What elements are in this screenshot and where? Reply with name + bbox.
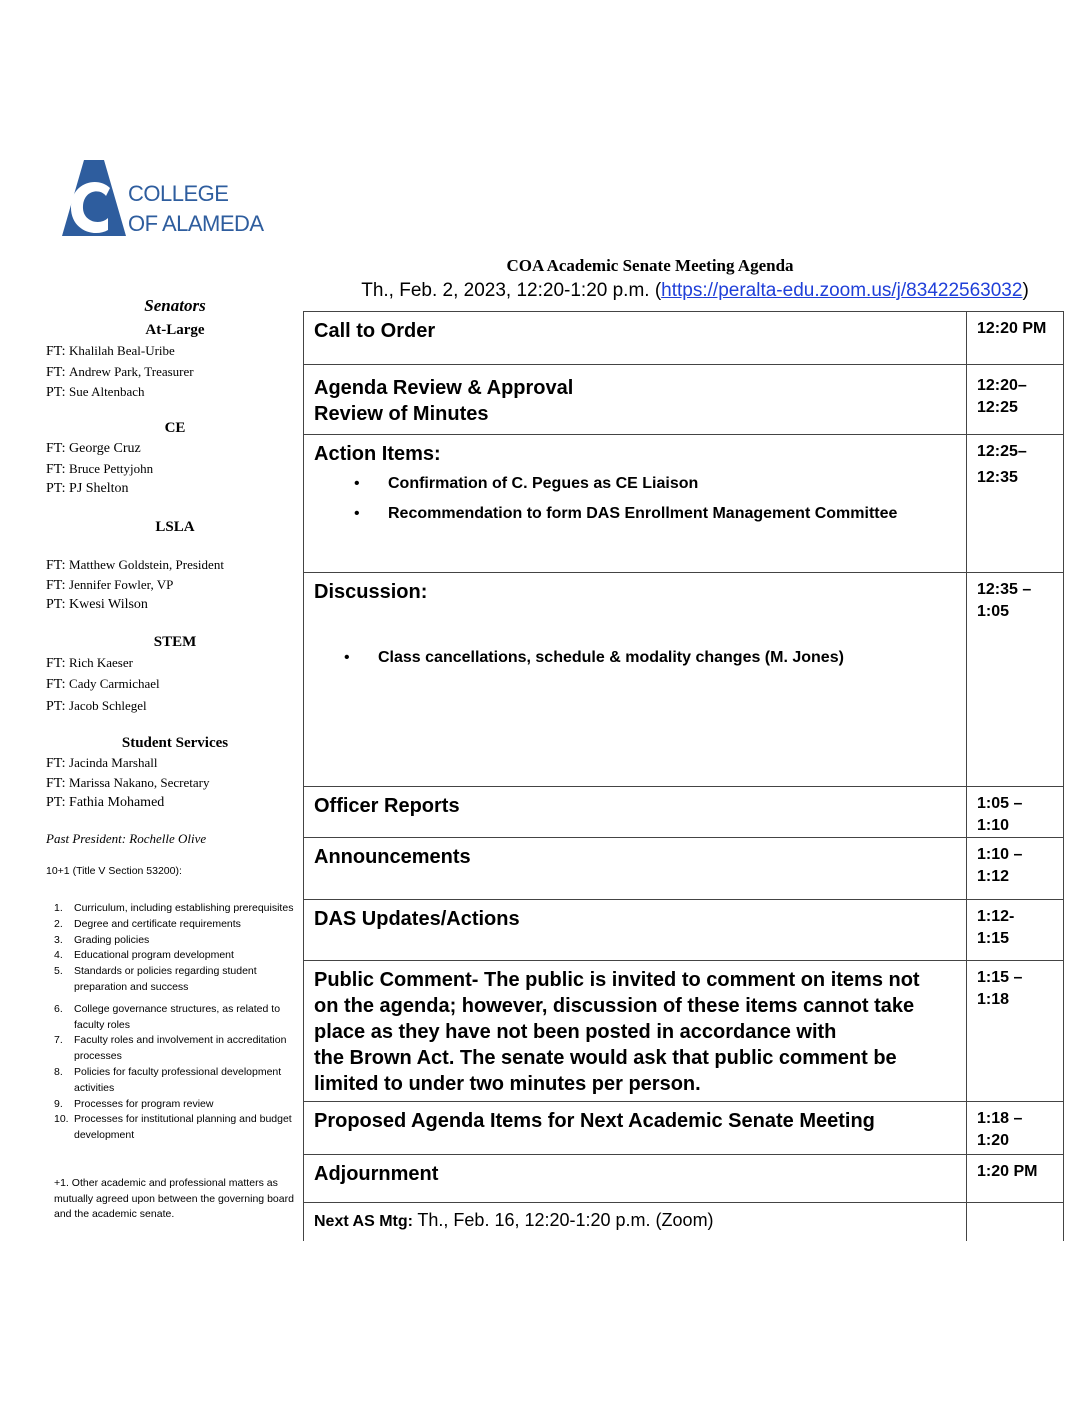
agenda-item-title: Action Items:: [314, 443, 441, 465]
past-president: Past President: Rochelle Olive: [46, 831, 207, 846]
list-item: 4. Educational program development: [54, 949, 234, 962]
senator-row: FT: Khalilah Beal-Uribe: [46, 343, 175, 359]
agenda-time: 1:10: [977, 817, 1010, 834]
zoom-link[interactable]: https://peralta-edu.zoom.us/j/83422563032: [661, 280, 1023, 301]
ten-plus-one-list: [54, 901, 304, 1144]
senator-row: PT: Sue Altenbach: [46, 384, 145, 400]
agenda-item-title: Agenda Review & Approval: [314, 377, 574, 399]
agenda-subitem: • Confirmation of C. Pegues as CE Liaison: [354, 475, 699, 492]
senators-heading: Senators: [144, 296, 206, 315]
agenda-time: 12:25–: [977, 443, 1027, 460]
plus-one-note: +1. Other academic and professional matters as mutually agreed upon between the governing board and the academic senate.: [54, 1177, 294, 1220]
agenda-item-text: the Brown Act. The senate would ask that public comment be: [314, 1047, 897, 1069]
list-item: 6. College governance structures, as related to faculty roles: [54, 1002, 281, 1031]
agenda-time: 12:25: [977, 399, 1018, 416]
agenda-time: 1:10 –: [977, 846, 1023, 863]
college-logo-mark: [62, 160, 128, 236]
page-title: COA Academic Senate Meeting Agenda: [506, 256, 794, 275]
agenda-row-next-meeting: [304, 1203, 1064, 1241]
agenda-row-das-updates: [304, 900, 1064, 961]
college-logo: [62, 160, 272, 240]
agenda-item-title: Officer Reports: [314, 795, 460, 817]
ten-plus-one-heading: 10+1 (Title V Section 53200):: [46, 865, 182, 877]
agenda-row-review: [304, 365, 1064, 435]
agenda-table: [303, 311, 1064, 1241]
next-meeting-label: Next AS Mtg:: [314, 1213, 413, 1230]
agenda-time: 12:35 –: [977, 581, 1032, 598]
agenda-time: 1:18 –: [977, 1110, 1023, 1127]
next-meeting-value: Th., Feb. 16, 12:20-1:20 p.m. (Zoom): [417, 1210, 714, 1230]
agenda-item-title: Review of Minutes: [314, 403, 489, 425]
list-item: 2. Degree and certificate requirements: [54, 917, 241, 930]
agenda-row-public-comment: [304, 961, 1064, 1102]
agenda-time: 1:05 –: [977, 795, 1023, 812]
senator-row: PT: Fathia Mohamed: [46, 795, 165, 810]
group-heading-at-large: At-Large: [145, 322, 205, 338]
logo-line-1: COLLEGE: [128, 181, 229, 206]
subtitle-suffix: ): [1022, 280, 1029, 301]
agenda-row-adjournment: [304, 1155, 1064, 1203]
agenda-item-title: Discussion:: [314, 581, 428, 603]
agenda-row-announcements: [304, 838, 1064, 900]
agenda-time: 1:05: [977, 603, 1010, 620]
agenda-item-text: limited to under two minutes per person.: [314, 1073, 701, 1095]
senator-row: FT: Bruce Pettyjohn: [46, 461, 154, 477]
list-item: 8. Policies for faculty professional development activities: [54, 1065, 282, 1094]
senator-row: FT: Cady Carmichael: [46, 676, 160, 692]
agenda-row-officer-reports: [304, 787, 1064, 838]
senator-row: FT: Rich Kaeser: [46, 655, 133, 671]
agenda-time: 1:12: [977, 868, 1010, 885]
logo-line-2: OF ALAMEDA: [128, 211, 264, 236]
list-item: 1. Curriculum, including establishing prerequisites: [54, 902, 294, 914]
agenda-item-text: place as they have not been posted in accordance with: [314, 1021, 837, 1043]
agenda-item-title: Adjournment: [314, 1163, 439, 1185]
agenda-time: 1:20 PM: [977, 1163, 1038, 1180]
agenda-time: 1:15: [977, 930, 1010, 947]
agenda-subitem: • Recommendation to form DAS Enrollment Management Committee: [354, 505, 898, 522]
list-item: 9. Processes for program review: [54, 1097, 214, 1110]
senator-row: FT: George Cruz: [46, 441, 141, 456]
agenda-time: 12:35: [977, 469, 1018, 486]
agenda-item-title: Proposed Agenda Items for Next Academic Senate Meeting: [314, 1110, 875, 1132]
agenda-item-text: Public Comment- The public is invited to comment on items not: [314, 969, 920, 991]
senator-row: PT: PJ Shelton: [46, 481, 129, 496]
agenda-time: 12:20 PM: [977, 320, 1047, 337]
agenda-subitem: • Class cancellations, schedule & modality changes (M. Jones): [344, 649, 844, 666]
agenda-time: 1:15 –: [977, 969, 1023, 986]
agenda-item-text: on the agenda; however, discussion of these items cannot take: [314, 995, 915, 1017]
list-item: 3. Grading policies: [54, 933, 150, 946]
senator-row: FT: Jacinda Marshall: [46, 755, 158, 771]
group-heading-stem: STEM: [153, 634, 197, 650]
group-heading-lsla: LSLA: [155, 519, 195, 535]
senator-row: PT: Jacob Schlegel: [46, 698, 147, 714]
agenda-item-title: DAS Updates/Actions: [314, 908, 520, 930]
agenda-row-proposed-items: [304, 1102, 1064, 1155]
agenda-row-call-to-order: [304, 312, 1064, 365]
agenda-item-title: Announcements: [314, 846, 471, 868]
agenda-time: 1:20: [977, 1132, 1010, 1149]
senator-row: FT: Marissa Nakano, Secretary: [46, 775, 210, 791]
agenda-row-discussion: [304, 573, 1064, 787]
list-item: 10. Processes for institutional planning and budget development: [54, 1113, 292, 1142]
agenda-item-title: Call to Order: [314, 320, 436, 342]
agenda-row-action-items: [304, 435, 1064, 573]
agenda-time: 12:20–: [977, 377, 1027, 394]
group-heading-ce: CE: [164, 420, 186, 436]
senator-row: FT: Matthew Goldstein, President: [46, 557, 224, 573]
senator-row: FT: Jennifer Fowler, VP: [46, 577, 174, 593]
senator-row: FT: Andrew Park, Treasurer: [46, 364, 194, 380]
agenda-time: 1:12-: [977, 908, 1015, 925]
group-heading-student-services: Student Services: [121, 735, 229, 751]
list-item: 5. Standards or policies regarding student preparation and success: [54, 965, 257, 993]
senator-row: PT: Kwesi Wilson: [46, 597, 148, 612]
subtitle-prefix: Th., Feb. 2, 2023, 12:20-1:20 p.m. (: [361, 280, 662, 301]
agenda-time: 1:18: [977, 991, 1010, 1008]
list-item: 7. Faculty roles and involvement in accreditation processes: [54, 1034, 287, 1063]
meeting-datetime: [300, 280, 1088, 302]
